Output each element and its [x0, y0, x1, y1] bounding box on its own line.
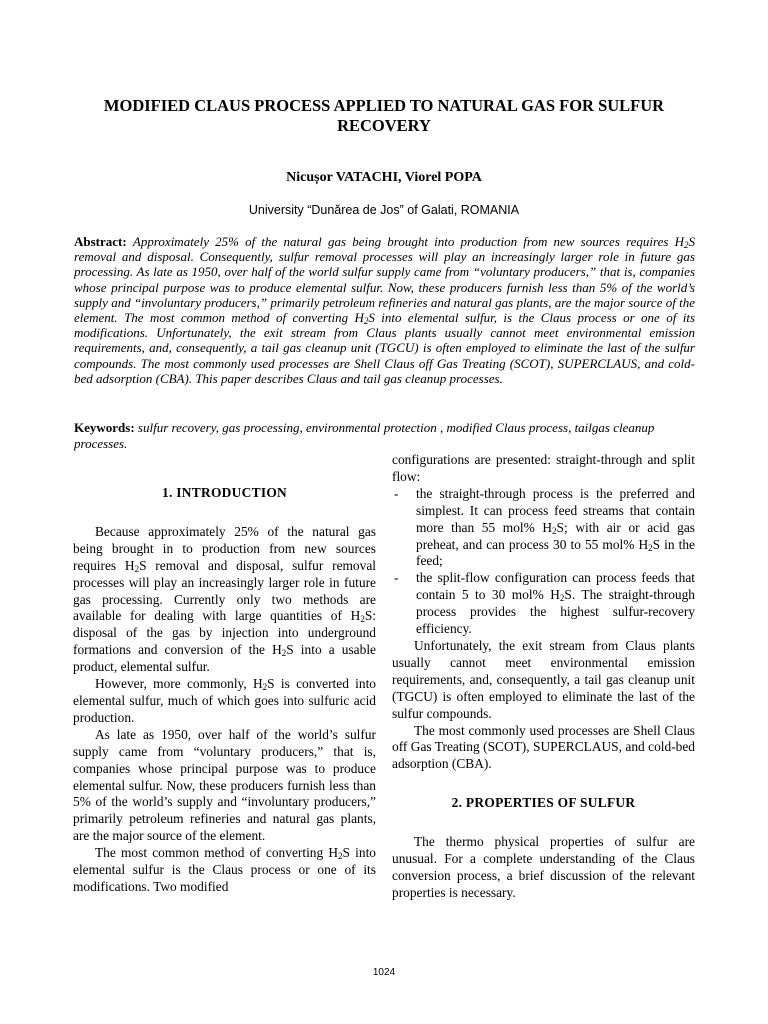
abstract-text: Approximately 25% of the natural gas being brought into production from new sources requires $H_2S$ removal and disposal. Consequently, sulfur removal processes will play an increasingly larger role in future gas processing. As late as 1950, over half of the world sulfur supply came from “voluntary producers,” that is, companies whose principal purpose was to produce elemental sulfur. Now, these producers furnish less than 5% of the world’s supply and “involuntary producers,” primarily petroleum refineries and natural gas plants, are the major source of the element. The most common method of converting $H_2S$ into elemental sulfur, is the Claus process or one of its modifications. Unfortunately, the exit stream from Claus plants usually cannot meet environmental emission requirements, and, consequently, a tail gas cleanup unit (TGCU) is often employed to eliminate the last of the sulfur compounds. The most commonly used processes are Shell Claus off Gas Treating (SCOT), SUPERCLAUS, and cold-bed adsorption (CBA). This paper describes Claus and tail gas cleanup processes. — [74, 234, 696, 386]
paragraph: configurations are presented: straight-through and split flow: — [392, 452, 695, 484]
affiliation: University “Dunărea de Jos” of Galati, ROMANIA — [248, 203, 520, 217]
paper-title — [60, 96, 708, 136]
list-item: - the split-flow configuration can process feeds that contain 5 to 30 mol% $H_2S$. The straight-through process provides the highest sulfur-recovery efficiency. — [394, 570, 695, 637]
section-heading-introduction: 1. INTRODUCTION — [161, 485, 288, 500]
left-column — [73, 452, 376, 896]
authors: Nicușor VATACHI, Viorel POPA — [286, 170, 482, 185]
page-number: 1024 — [372, 967, 396, 978]
abstract-label: Abstract: — [74, 234, 127, 249]
keywords-label: Keywords: — [74, 420, 135, 435]
keywords-text: sulfur recovery, gas processing, environmental protection , modified Claus process, tailgas cleanup processes. — [74, 420, 655, 451]
paragraph: Unfortunately, the exit stream from Claus plants usually cannot meet environmental emission requirements, and, consequently, a tail gas cleanup unit (TGCU) is often employed to eliminate the last of the sulfur compounds. — [392, 637, 695, 721]
section-heading-properties: 2. PROPERTIES OF SULFUR — [451, 795, 636, 811]
abstract — [74, 234, 695, 386]
paragraph: The most commonly used processes are Shell Claus off Gas Treating (SCOT), SUPERCLAUS, and cold-bed adsorption (CBA). — [392, 722, 695, 772]
title-line-2: RECOVERY — [337, 116, 431, 135]
list-item: - the straight-through process is the preferred and simplest. It can process feed streams that contain more than 55 mol% $H_2S$; with air or acid gas preheat, and can process 30 to 55 mol% $H_2S$ in the feed; — [394, 485, 695, 569]
paragraph: The most common method of converting $H_2S$ into elemental sulfur is the Claus process or one of its modifications. Two modified — [73, 845, 376, 894]
right-column — [392, 452, 695, 902]
paragraph: As late as 1950, over half of the world’s sulfur supply came from “voluntary producers,” that is, companies whose principal purpose was to produce elemental sulfur. Now, these producers furnish less than 5% of the world’s supply and “involuntary producers,” primarily petroleum refineries and natural gas plants, are the major source of the element. — [73, 726, 376, 844]
paragraph: However, more commonly, $H_2S$ is converted into elemental sulfur, much of which goes into sulfuric acid production. — [73, 676, 377, 725]
configuration-list — [392, 486, 695, 638]
paragraph: The thermo physical properties of sulfur are unusual. For a complete understanding of the Claus conversion process, a brief discussion of the relevant properties is necessary. — [392, 834, 695, 900]
title-line-1: MODIFIED CLAUS PROCESS APPLIED TO NATURAL GAS FOR SULFUR — [103, 96, 665, 115]
keywords — [74, 420, 695, 451]
paragraph: Because approximately 25% of the natural gas being brought in to production from new sources requires $H_2S$ removal and disposal, sulfur removal processes will play an increasingly larger role in future gas processing. Currently only two methods are available for dealing with large quantities of $H_2S$: disposal of the gas by injection into underground formations and conversion of the $H_2S$ into a usable product, elemental sulfur. — [73, 523, 376, 675]
